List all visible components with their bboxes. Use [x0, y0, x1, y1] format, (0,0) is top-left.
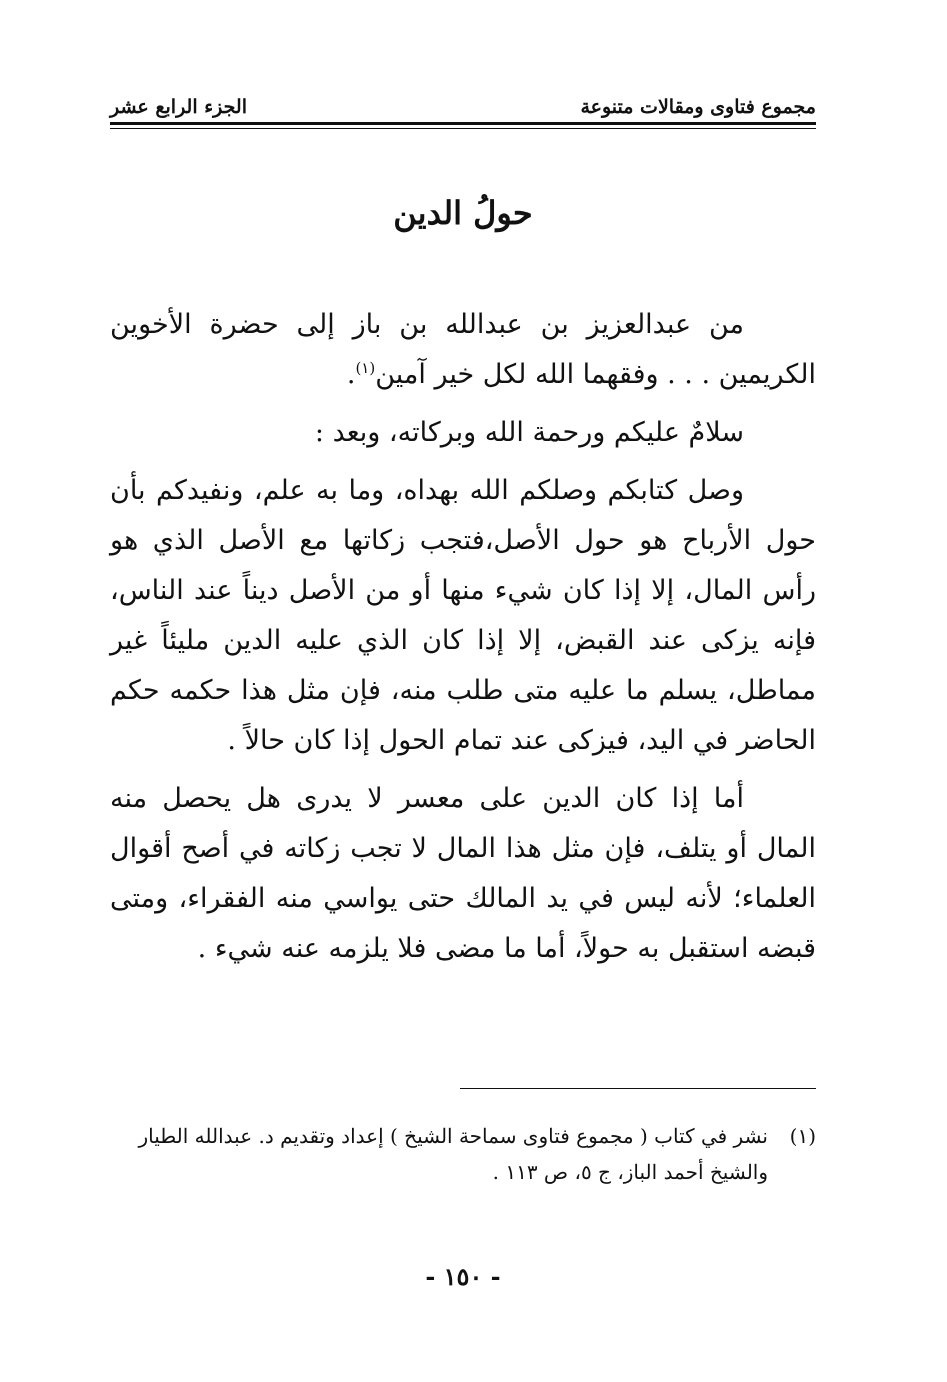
header-book-title: مجموع فتاوى ومقالات متنوعة — [580, 96, 816, 118]
footnote-divider — [460, 1088, 816, 1089]
header-rule — [110, 122, 816, 125]
paragraph-1 — [110, 300, 816, 400]
paragraph-4: أما إذا كان الدين على معسر لا يدرى هل يحصل منه المال أو يتلف، فإن مثل هذا المال لا تجب زكاته في أصح أقوال العلماء؛ لأنه ليس في يد المالك حتى يواسي منه الفقراء، ومتى قبضه استقبل به حولاً، أما ما مضى فلا يلزمه عنه شيء . — [110, 783, 816, 964]
header-volume: الجزء الرابع عشر — [110, 96, 247, 118]
header-rule-thin — [110, 128, 816, 129]
body-text — [110, 300, 816, 982]
page-title: حولُ الدين — [393, 194, 533, 232]
footnote-reference[interactable]: (١) — [355, 359, 376, 377]
paragraph-1-text: من عبدالعزيز بن عبدالله بن باز إلى حضرة الأخوين الكريمين . . . وفقهما الله لكل خير آمين — [110, 309, 816, 390]
footnote — [110, 1118, 816, 1190]
paragraph-1-tail: . — [346, 359, 356, 390]
paragraph-3: وصل كتابكم وصلكم الله بهداه، وما به علم، ونفيدكم بأن حول الأرباح هو حول الأصل،فتجب زكاتها مع الأصل الذي هو رأس المال، إلا إذا كان شيء منها أو من الأصل ديناً عند الناس، فإنه يزكى عند القبض، إلا إذا كان الذي عليه الدين مليئاً غير مماطل، يسلم ما عليه متى طلب منه، فإن مثل هذا حكمه حكم الحاضر في اليد، فيزكى عند تمام الحول إذا كان حالاً . — [110, 475, 816, 756]
running-header — [110, 84, 816, 118]
paragraph-2: سلامٌ عليكم ورحمة الله وبركاته، وبعد : — [314, 417, 744, 448]
footnote-text: نشر في كتاب ( مجموع فتاوى سماحة الشيخ ) إعداد وتقديم د. عبدالله الطيار والشيخ أحمد الباز، ج ٥، ص ١١٣ . — [138, 1124, 768, 1184]
footnote-marker: (١) — [789, 1124, 816, 1148]
page-number: - ١٥٠ - — [425, 1262, 501, 1291]
